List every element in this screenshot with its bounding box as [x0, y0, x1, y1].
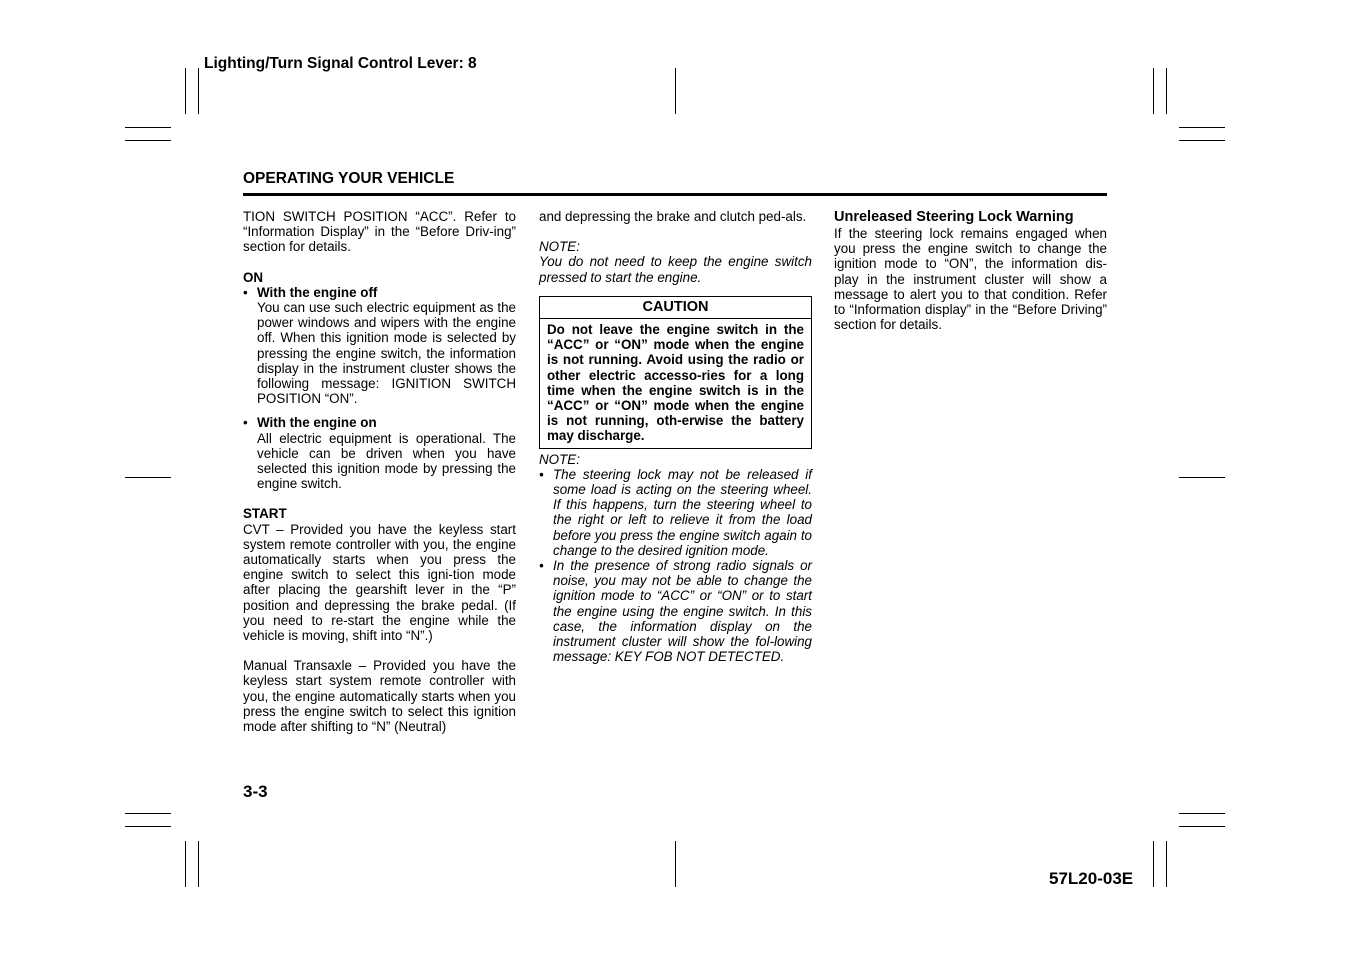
crop-mark	[125, 826, 171, 827]
engine-off-text: You can use such electric equipment as the power windows and wipers with the engine off. When this ignition mode is selected by pressing the engine switch, the information display in the instrument cluster shows the following message: IGNITION SWITCH POSITION “ON”.	[257, 300, 516, 407]
page-number: 3-3	[243, 782, 268, 801]
start-manual-paragraph: Manual Transaxle – Provided you have the keyless start system remote controller with you, the engine automatically starts when you press the engine switch to select this ignition mode after shifting to “N” (Neutral)	[243, 658, 516, 735]
on-heading: ON	[243, 269, 264, 285]
crop-mark	[1179, 826, 1225, 827]
crop-mark	[125, 477, 171, 478]
crop-mark	[1166, 841, 1167, 887]
crop-mark	[185, 841, 186, 887]
crop-mark	[125, 813, 171, 814]
bullet-icon: •	[539, 558, 544, 574]
caution-text: Do not leave the engine switch in the “ACC” or “ON” mode when the engine is not running. Avoid using the radio or other electric accesso-ries for a long time when the engine switch is in the “ACC” or “ON” mode when the engine is not running, oth-erwise the battery may discharge.	[547, 322, 804, 444]
caution-title: CAUTION	[540, 297, 811, 319]
section-title-rule	[243, 193, 1107, 196]
crop-mark	[1179, 477, 1225, 478]
engine-on-item	[243, 415, 516, 491]
crop-mark	[125, 140, 171, 141]
crop-mark	[1179, 813, 1225, 814]
crop-mark	[1153, 68, 1154, 114]
crop-mark	[1179, 127, 1225, 128]
note-item-text: The steering lock may not be released if some load is acting on the steering wheel. If this happens, turn the steering wheel to the right or left to relieve it from the load before you press the engine switch again to change to the desired ignition mode.	[553, 466, 812, 558]
section-title: OPERATING YOUR VEHICLE	[243, 170, 455, 187]
crop-mark	[198, 841, 199, 887]
crop-mark	[1166, 68, 1167, 114]
note-label: NOTE:	[539, 451, 580, 467]
note-item	[539, 467, 812, 558]
steering-lock-text: If the steering lock remains engaged when you press the engine switch to change the ignition mode to “ON”, the information dis-play in the instrument cluster will show a message to alert you to that condition. Refer to “Information display” in the “Before Driving” section for details.	[834, 226, 1107, 333]
crop-mark	[125, 127, 171, 128]
intro-paragraph: TION SWITCH POSITION “ACC”. Refer to “Information Display” in the “Before Driv-ing” section for details.	[243, 209, 516, 255]
note-text: You do not need to keep the engine switch pressed to start the engine.	[539, 254, 812, 285]
bullet-icon: •	[243, 415, 248, 431]
document-code: 57L20-03E	[1049, 869, 1134, 888]
engine-on-label: With the engine on	[257, 415, 377, 431]
engine-off-label: With the engine off	[257, 284, 378, 300]
steering-lock-heading: Unreleased Steering Lock Warning	[834, 209, 1074, 225]
crop-mark	[1153, 841, 1154, 887]
note-label: NOTE:	[539, 239, 580, 255]
engine-on-text: All electric equipment is operational. The vehicle can be driven when you have selected this ignition mode by pressing the engine switch.	[257, 430, 516, 492]
column-middle	[539, 209, 812, 664]
document-header: Lighting/Turn Signal Control Lever: 8	[204, 55, 477, 72]
crop-mark	[1179, 140, 1225, 141]
start-heading: START	[243, 506, 287, 522]
column-left	[243, 209, 516, 734]
start-cvt-paragraph: CVT – Provided you have the keyless start system remote controller with you, the engine automatically starts when you press the engine switch to select this igni-tion mode after placing the gearshift lever in the “P” position and depressing the brake pedal. (If you need to re-start the engine while the vehicle is moving, shift into “N”.)	[243, 521, 516, 644]
note-item	[539, 558, 812, 664]
engine-off-item	[243, 285, 516, 407]
column-right	[834, 209, 1107, 332]
bullet-icon: •	[243, 284, 248, 300]
crop-mark	[185, 68, 186, 114]
continuation-paragraph: and depressing the brake and clutch ped-als.	[539, 209, 807, 224]
caution-box	[539, 296, 812, 449]
crop-mark	[198, 68, 199, 114]
bullet-icon: •	[539, 466, 544, 482]
crop-mark	[675, 68, 676, 114]
note-item-text: In the presence of strong radio signals or noise, you may not be able to change the ignition mode to “ACC” or “ON” or to start the engine using the engine switch. In this case, the information display on the instrument cluster will show the fol-lowing message: KEY FOB NOT DETECTED.	[553, 558, 812, 665]
crop-mark	[675, 841, 676, 887]
